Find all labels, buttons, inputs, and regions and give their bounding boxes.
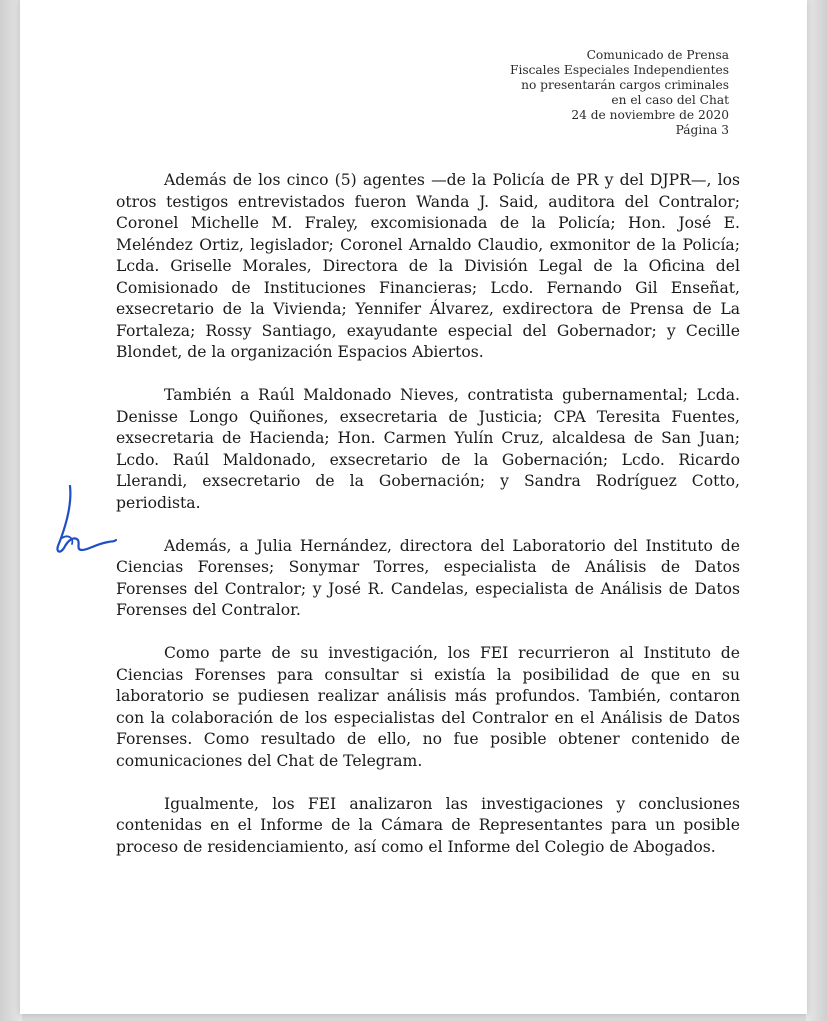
paragraph-reports-analyzed: Igualmente, los FEI analizaron las investigaciones y conclusiones contenidas en el Informe de la Cámara de Representantes para un posible proceso de residenciamiento, así como el Informe del Colegio de Abogados. bbox=[116, 794, 740, 856]
paragraph-investigation: Como parte de su investigación, los FEI recurrieron al Instituto de Ciencias Forenses para consultar si existía la posibilidad de que en su laboratorio se pudiesen realizar análisis más profundos. También, contaron con la colaboración de los especialistas del Contralor en el Análisis de Datos Forenses. Como resultado de ello, no fue posible obtener contenido de comunicaciones del Chat de Telegram. bbox=[116, 644, 740, 770]
header-line-date: 24 de noviembre de 2020 bbox=[571, 108, 729, 122]
scan-left-edge bbox=[0, 0, 22, 1021]
press-release-header bbox=[510, 48, 729, 138]
header-line-subject-3: en el caso del Chat bbox=[611, 93, 729, 107]
paragraph-additional-witnesses: También a Raúl Maldonado Nieves, contratista gubernamental; Lcda. Denisse Longo Quiñones, exsecretaria de Justicia; CPA Teresita Fuentes, exsecretaria de Hacienda; Hon. Carmen Yulín Cruz, alcaldesa de San Juan; Lcdo. Raúl Maldonado, exsecretario de la Gobernación; Lcdo. Ricardo Llerandi, exsecretario de la Gobernación; y Sandra Rodríguez Cotto, periodista. bbox=[116, 386, 740, 512]
document-body bbox=[116, 170, 740, 880]
paragraph-forensic-specialists: Además, a Julia Hernández, directora del Laboratorio del Instituto de Ciencias Forenses; Sonymar Torres, especialista de Análisis de Datos Forenses del Contralor; y José R. Candelas, especialista de Análisis de Datos Forenses del Contralor. bbox=[116, 536, 740, 619]
header-line-subject-1: Fiscales Especiales Independientes bbox=[509, 63, 729, 77]
header-line-page-number: Página 3 bbox=[675, 123, 729, 137]
handwritten-initials-mark bbox=[52, 478, 124, 562]
header-line-document-type: Comunicado de Prensa bbox=[586, 48, 729, 62]
header-line-subject-2: no presentarán cargos criminales bbox=[521, 78, 729, 92]
scan-right-edge bbox=[806, 0, 827, 1021]
paragraph-witnesses: Además de los cinco (5) agentes —de la Policía de PR y del DJPR—, los otros testigos entrevistados fueron Wanda J. Said, auditora del Contralor; Coronel Michelle M. Fraley, excomisionada de la Policía; Hon. José E. Meléndez Ortiz, legislador; Coronel Arnaldo Claudio, exmonitor de la Policía; Lcda. Griselle Morales, Directora de la División Legal de la Oficina del Comisionado de Instituciones Financieras; Lcdo. Fernando Gil Enseñat, exsecretario de la Vivienda; Yennifer Álvarez, exdirectora de Prensa de La Fortaleza; Rossy Santiago, exayudante especial del Gobernador; y Cecille Blondet, de la organización Espacios Abiertos. bbox=[116, 171, 740, 361]
document-page bbox=[20, 0, 807, 1014]
